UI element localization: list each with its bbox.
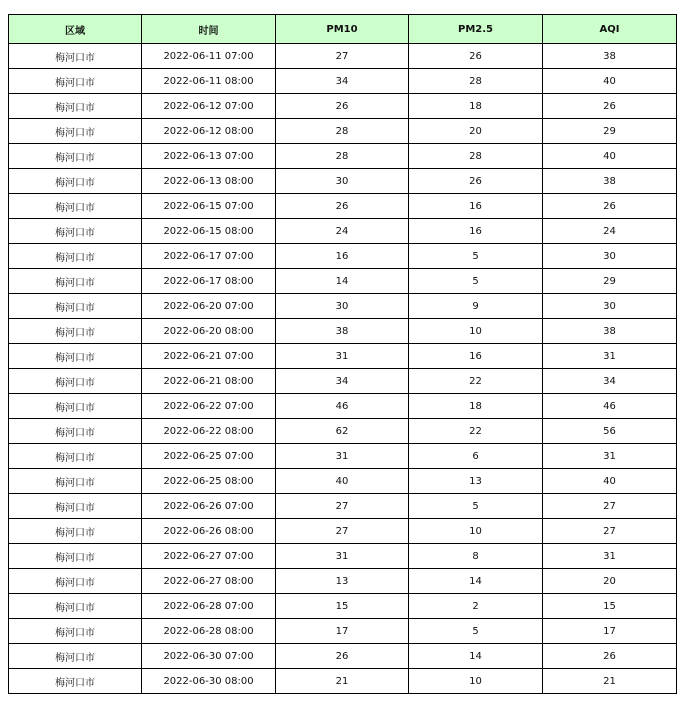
cell-aqi: 40: [543, 69, 677, 94]
table-row: [9, 319, 677, 344]
cell-time: 2022-06-25 08:00: [142, 469, 276, 494]
cell-pm10: 21: [276, 669, 409, 694]
table-row: [9, 269, 677, 294]
table-row: [9, 194, 677, 219]
cell-pm25: 10: [409, 519, 543, 544]
cell-time: 2022-06-22 07:00: [142, 394, 276, 419]
cell-aqi: 26: [543, 644, 677, 669]
cell-time: 2022-06-22 08:00: [142, 419, 276, 444]
cell-pm10: 13: [276, 569, 409, 594]
cell-pm25: 16: [409, 344, 543, 369]
cell-aqi: 40: [543, 144, 677, 169]
cell-aqi: 27: [543, 519, 677, 544]
cell-region: 梅河口市: [9, 394, 142, 419]
cell-pm25: 14: [409, 644, 543, 669]
table-row: [9, 619, 677, 644]
table-container: [8, 14, 677, 694]
cell-aqi: 20: [543, 569, 677, 594]
cell-pm10: 16: [276, 244, 409, 269]
cell-pm10: 27: [276, 494, 409, 519]
cell-region: 梅河口市: [9, 269, 142, 294]
cell-pm25: 26: [409, 44, 543, 69]
table-row: [9, 144, 677, 169]
table-row: [9, 594, 677, 619]
cell-aqi: 56: [543, 419, 677, 444]
cell-time: 2022-06-30 07:00: [142, 644, 276, 669]
cell-pm25: 20: [409, 119, 543, 144]
column-header-pm10: PM10: [276, 15, 409, 44]
cell-region: 梅河口市: [9, 369, 142, 394]
cell-region: 梅河口市: [9, 519, 142, 544]
cell-pm10: 26: [276, 194, 409, 219]
cell-region: 梅河口市: [9, 319, 142, 344]
cell-pm10: 26: [276, 644, 409, 669]
cell-pm10: 46: [276, 394, 409, 419]
cell-pm25: 28: [409, 144, 543, 169]
table-row: [9, 69, 677, 94]
cell-pm10: 30: [276, 294, 409, 319]
column-header-aqi: AQI: [543, 15, 677, 44]
cell-pm10: 15: [276, 594, 409, 619]
table-row: [9, 119, 677, 144]
cell-aqi: 38: [543, 319, 677, 344]
cell-region: 梅河口市: [9, 644, 142, 669]
cell-aqi: 29: [543, 269, 677, 294]
table-row: [9, 94, 677, 119]
table-row: [9, 394, 677, 419]
cell-aqi: 38: [543, 44, 677, 69]
cell-pm25: 18: [409, 94, 543, 119]
cell-pm25: 9: [409, 294, 543, 319]
cell-pm10: 31: [276, 544, 409, 569]
cell-time: 2022-06-20 07:00: [142, 294, 276, 319]
table-row: [9, 494, 677, 519]
cell-aqi: 34: [543, 369, 677, 394]
cell-pm25: 5: [409, 244, 543, 269]
cell-aqi: 31: [543, 444, 677, 469]
cell-aqi: 29: [543, 119, 677, 144]
cell-region: 梅河口市: [9, 244, 142, 269]
cell-aqi: 38: [543, 169, 677, 194]
cell-region: 梅河口市: [9, 494, 142, 519]
cell-region: 梅河口市: [9, 44, 142, 69]
cell-time: 2022-06-17 08:00: [142, 269, 276, 294]
table-row: [9, 569, 677, 594]
cell-region: 梅河口市: [9, 469, 142, 494]
cell-aqi: 24: [543, 219, 677, 244]
cell-region: 梅河口市: [9, 344, 142, 369]
cell-region: 梅河口市: [9, 219, 142, 244]
header-row: [9, 15, 677, 44]
cell-time: 2022-06-28 08:00: [142, 619, 276, 644]
cell-pm10: 26: [276, 94, 409, 119]
cell-time: 2022-06-26 08:00: [142, 519, 276, 544]
table-row: [9, 469, 677, 494]
cell-pm25: 16: [409, 219, 543, 244]
table-row: [9, 519, 677, 544]
cell-pm25: 14: [409, 569, 543, 594]
cell-time: 2022-06-20 08:00: [142, 319, 276, 344]
cell-region: 梅河口市: [9, 294, 142, 319]
table-row: [9, 369, 677, 394]
table-row: [9, 169, 677, 194]
table-row: [9, 344, 677, 369]
cell-pm25: 26: [409, 169, 543, 194]
cell-time: 2022-06-15 07:00: [142, 194, 276, 219]
cell-aqi: 26: [543, 194, 677, 219]
cell-time: 2022-06-30 08:00: [142, 669, 276, 694]
column-header-pm25: PM2.5: [409, 15, 543, 44]
cell-pm25: 10: [409, 319, 543, 344]
cell-pm25: 22: [409, 369, 543, 394]
cell-pm10: 24: [276, 219, 409, 244]
cell-pm10: 40: [276, 469, 409, 494]
table-row: [9, 244, 677, 269]
table-header: [9, 15, 677, 44]
cell-aqi: 30: [543, 244, 677, 269]
cell-time: 2022-06-13 07:00: [142, 144, 276, 169]
cell-region: 梅河口市: [9, 144, 142, 169]
table-row: [9, 44, 677, 69]
cell-pm25: 10: [409, 669, 543, 694]
table-row: [9, 544, 677, 569]
cell-region: 梅河口市: [9, 69, 142, 94]
cell-pm10: 38: [276, 319, 409, 344]
cell-pm25: 16: [409, 194, 543, 219]
cell-pm10: 14: [276, 269, 409, 294]
cell-aqi: 26: [543, 94, 677, 119]
cell-pm10: 27: [276, 519, 409, 544]
cell-time: 2022-06-17 07:00: [142, 244, 276, 269]
cell-region: 梅河口市: [9, 444, 142, 469]
cell-pm10: 31: [276, 444, 409, 469]
cell-time: 2022-06-25 07:00: [142, 444, 276, 469]
cell-pm10: 28: [276, 144, 409, 169]
cell-pm10: 34: [276, 69, 409, 94]
column-header-time: 时间: [142, 15, 276, 44]
cell-aqi: 17: [543, 619, 677, 644]
cell-region: 梅河口市: [9, 194, 142, 219]
cell-time: 2022-06-26 07:00: [142, 494, 276, 519]
column-header-region: 区域: [9, 15, 142, 44]
cell-region: 梅河口市: [9, 594, 142, 619]
cell-time: 2022-06-13 08:00: [142, 169, 276, 194]
cell-aqi: 15: [543, 594, 677, 619]
table-row: [9, 419, 677, 444]
table-row: [9, 644, 677, 669]
cell-time: 2022-06-21 07:00: [142, 344, 276, 369]
cell-pm25: 18: [409, 394, 543, 419]
table-body: [9, 44, 677, 694]
table-row: [9, 669, 677, 694]
cell-region: 梅河口市: [9, 619, 142, 644]
cell-region: 梅河口市: [9, 94, 142, 119]
cell-time: 2022-06-12 07:00: [142, 94, 276, 119]
cell-pm25: 6: [409, 444, 543, 469]
cell-pm10: 62: [276, 419, 409, 444]
cell-pm25: 5: [409, 494, 543, 519]
cell-time: 2022-06-28 07:00: [142, 594, 276, 619]
cell-region: 梅河口市: [9, 569, 142, 594]
cell-time: 2022-06-27 07:00: [142, 544, 276, 569]
cell-time: 2022-06-11 08:00: [142, 69, 276, 94]
cell-aqi: 46: [543, 394, 677, 419]
cell-aqi: 21: [543, 669, 677, 694]
cell-pm25: 13: [409, 469, 543, 494]
cell-pm10: 31: [276, 344, 409, 369]
cell-time: 2022-06-11 07:00: [142, 44, 276, 69]
cell-time: 2022-06-15 08:00: [142, 219, 276, 244]
cell-time: 2022-06-21 08:00: [142, 369, 276, 394]
table-row: [9, 219, 677, 244]
cell-region: 梅河口市: [9, 119, 142, 144]
cell-pm25: 5: [409, 269, 543, 294]
table-row: [9, 444, 677, 469]
cell-pm25: 22: [409, 419, 543, 444]
cell-pm10: 34: [276, 369, 409, 394]
cell-pm25: 2: [409, 594, 543, 619]
cell-pm25: 28: [409, 69, 543, 94]
cell-pm25: 5: [409, 619, 543, 644]
table-row: [9, 294, 677, 319]
cell-region: 梅河口市: [9, 669, 142, 694]
cell-aqi: 30: [543, 294, 677, 319]
cell-aqi: 31: [543, 344, 677, 369]
cell-region: 梅河口市: [9, 544, 142, 569]
cell-pm25: 8: [409, 544, 543, 569]
cell-pm10: 27: [276, 44, 409, 69]
cell-pm10: 28: [276, 119, 409, 144]
cell-region: 梅河口市: [9, 419, 142, 444]
cell-aqi: 27: [543, 494, 677, 519]
cell-pm10: 17: [276, 619, 409, 644]
cell-time: 2022-06-12 08:00: [142, 119, 276, 144]
cell-time: 2022-06-27 08:00: [142, 569, 276, 594]
cell-pm10: 30: [276, 169, 409, 194]
cell-region: 梅河口市: [9, 169, 142, 194]
cell-aqi: 40: [543, 469, 677, 494]
cell-aqi: 31: [543, 544, 677, 569]
air-quality-table: [8, 14, 677, 694]
